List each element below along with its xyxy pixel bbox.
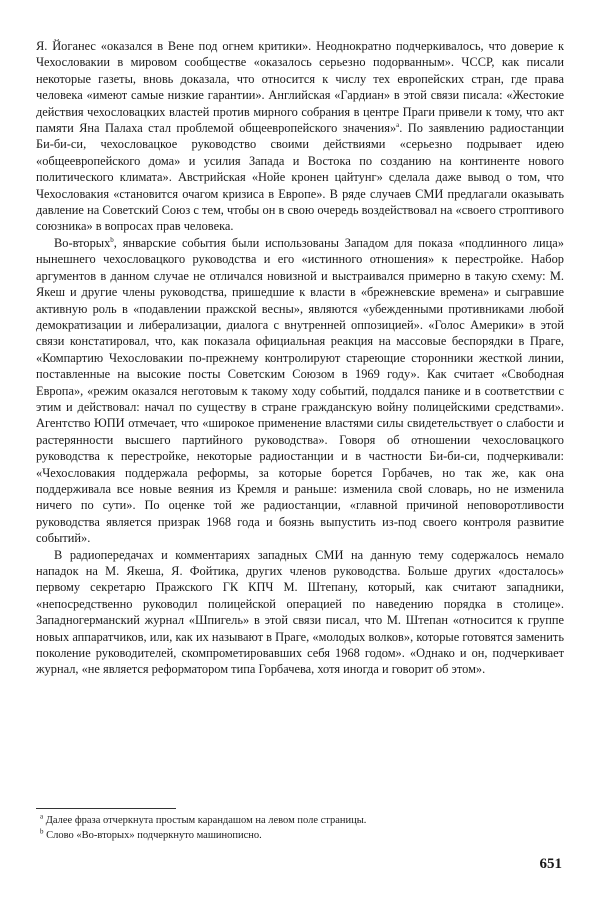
footnotes [40,814,560,843]
footnote-b [40,829,560,844]
paragraph-2 [36,235,564,547]
paragraph-1-text-1: Я. Йоганес «оказался в Вене под огнем критики». Неоднократно подчеркивалось, что доверие к Чехословакии в мировом сообществе «оказалось серьезно подорванным». ЧССР, как писали некоторые газеты, вновь доказала, что относится к числу тех европейских стран, где права человека «имеют самые низкие гарантии». Английская «Гардиан» в этой связи писала: «Жестокие действия чехословацких властей против мирного собрания в центре Праги привели к тому, что акт памяти Яна Палаха стал проблемой общеевропейского значения» [36,39,564,136]
page-body [36,38,564,678]
footnote-separator [36,808,176,809]
paragraph-2-text-2: , январские события были использованы Западом для показа «подлинного лица» нынешнего чехословацкого руководства и его «истинного отношения» к перестройке. Набор аргументов в данном случае не отличался новизной и выстраивался примерно в такую схему: М. Якеш и другие члены руководства, пришедшие к власти в «брежневские времена» и сыгравшие активную роль в «подавлении пражской весны», являются «убежденными противниками любой демократизации и либерализации, диалога с внутренней оппозицией». «Голос Америки» в этой связи констатировал, что, как показала официальная реакция на массовые беспорядки в Праге, «Компартию Чехословакии по-прежнему контролируют стареющие сторонники жесткой линии, поставленные на высокие посты Советским Союзом в 1969 году». Как считает «Свободная Европа», «режим оказался неготовым к такому ходу событий, поддался панике и в соответствии с этим и действовал: начал по существу в стране гражданскую войну полицейскими средствами». Агентство ЮПИ отмечает, что «широкое применение властями силы свидетельствует о слабости и растерянности высшего партийного руководства». Говоря об отношении чехословацкого руководства к перестройке, некоторые радиостанции и в частности Би-би-си, подчеркивали: «Чехословакия поддержала реформы, за которые борется Горбачев, но так же, как она поддерживала все новые веяния из Кремля и раньше: изменила свой словарь, но не изменила ничего по сути». По оценке той же радиостанции, «главной причиной неповоротливости руководства является призрак 1968 года и боязнь выпустить из-под своего контроля развитие событий». [36,235,564,546]
footnote-a [40,814,560,829]
footnote-b-text: Слово «Во-вторых» подчеркнуто машинописно. [46,829,262,841]
footnote-marker-b: b [110,235,114,244]
page-number: 651 [539,856,562,872]
footnote-a-text: Далее фраза отчеркнута простым карандашом на левом поле страницы. [45,815,367,826]
footnote-b-marker: b [40,827,44,835]
paragraph-2-text-1: Во-вторых [54,235,111,250]
paragraph-3 [36,547,564,678]
footnote-marker-a: a [396,120,400,129]
footnote-a-marker: a [40,812,44,821]
paragraph-3-text-1: В радиопередачах и комментариях западных СМИ на данную тему содержалось немало нападок на М. Якеша, Я. Фойтика, других членов руководства. Больше других «досталось» первому секретарю Пражского ГК КПЧ М. Штепану, который, как считают западники, «непосредственно руководил полицейской операцией по наведению порядка в столице». Западногерманский журнал «Шпигель» в этой связи писал, что М. Штепан «относится к группе новых аппаратчиков, или, как их называют в Праге, «молодых волков», которые готовятся заменить поколение руководителей, скомпрометировавших себя 1968 годом». «Однако и он, подчеркивает журнал, «не является реформатором типа Горбачева, хотя иногда и говорит об этом». [36,547,564,677]
paragraph-1 [36,38,564,235]
paragraph-1-text-2: . По заявлению радиостанции Би-би-си, чехословацкое руководство своими действиями «серьезно подрывает идею «общеевропейского дома» и усилия Запада и Востока по созданию на континенте нового политического климата». Австрийская «Нойе кронен цайтунг» сделала даже вывод о том, что Чехословакия «становится очагом кризиса в Европе». В ряде случаев СМИ предлагали оказывать давление на Советский Союз с тем, чтобы он в свою очередь воздействовал на «своего строптивого союзника» в вопросах прав человека. [36,121,564,234]
